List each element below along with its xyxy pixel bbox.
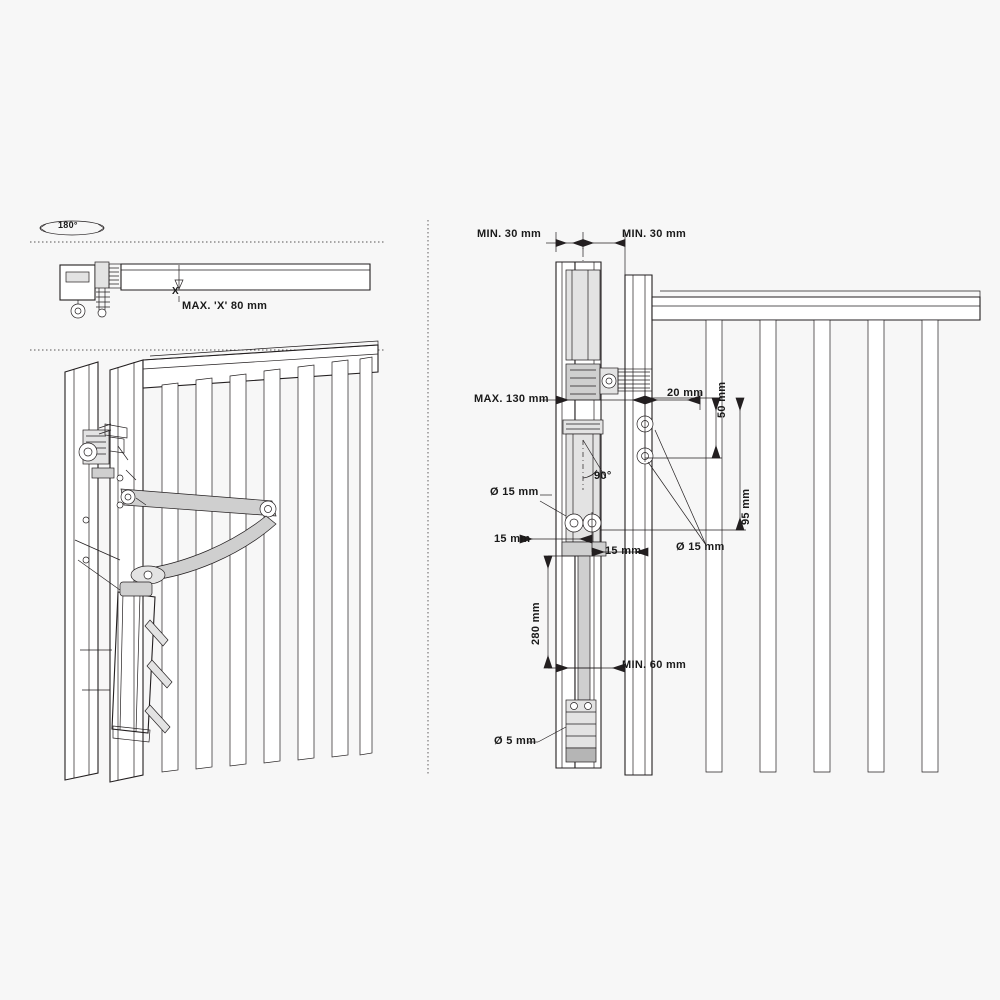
dim-15-left-label: 15 mm [494, 533, 531, 545]
dia-15-left-label: Ø 15 mm [490, 486, 539, 498]
dia-15-right-label: Ø 15 mm [676, 541, 725, 553]
gate-perspective-view [65, 341, 378, 782]
dim-50-label: 50 mm [716, 381, 728, 418]
angle-180-label: 180° [58, 220, 78, 230]
dim-95-label: 95 mm [740, 488, 752, 525]
dia-5-label: Ø 5 mm [494, 735, 537, 747]
x-marker-label: X [172, 286, 179, 297]
min-60-label: MIN. 60 mm [622, 659, 687, 671]
max-130-label: MAX. 130 mm [474, 393, 549, 405]
dim-15-mid-label: 15 mm [605, 545, 642, 557]
max-x-label: MAX. 'X' 80 mm [182, 300, 268, 312]
min-30-left-label: MIN. 30 mm [477, 228, 542, 240]
min-30-right-label: MIN. 30 mm [622, 228, 687, 240]
dim-20-label: 20 mm [667, 387, 704, 399]
dim-280-label: 280 mm [530, 602, 542, 645]
angle-90-label: 90° [594, 470, 612, 482]
